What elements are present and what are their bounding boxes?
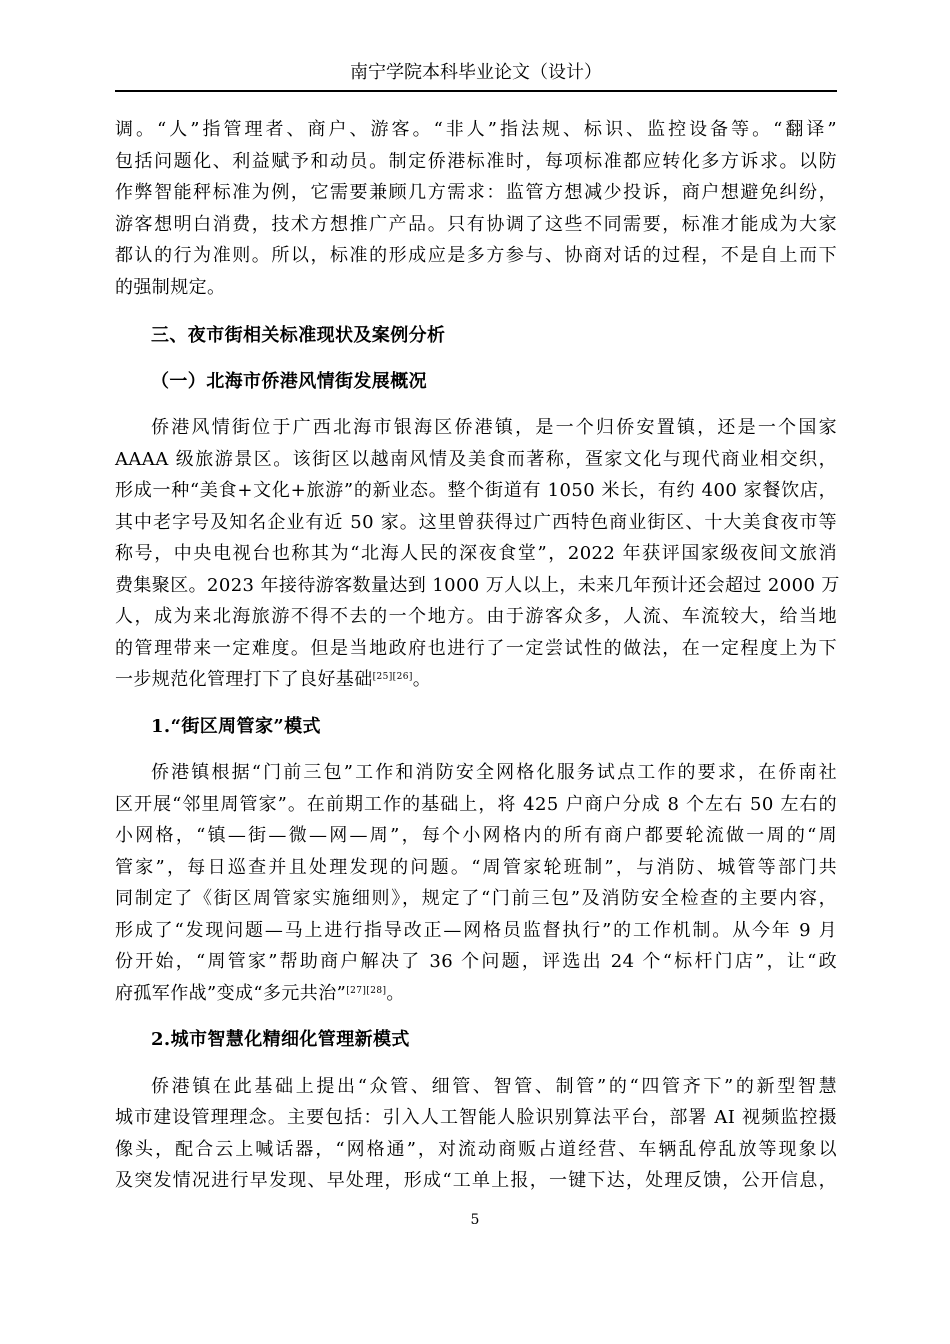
body-line: 游客想明白消费，技术方想推广产品。只有协调了这些不同需要，标准才能成为大家 bbox=[115, 214, 837, 235]
line-end: 。 bbox=[412, 669, 432, 690]
body-line: 的强制规定。 bbox=[115, 277, 226, 298]
body-line: 同制定了《街区周管家实施细则》，规定了“门前三包”及消防安全检查的主要内容， bbox=[115, 888, 837, 909]
citation: [25][26] bbox=[372, 672, 413, 682]
body-line: 管家”，每日巡查并且处理发现的问题。“周管家轮班制”，与消防、城管等部门共 bbox=[115, 857, 837, 878]
body-line: 称号，中央电视台也称其为“北海人民的深夜食堂”，2022 年获评国家级夜间文旅消 bbox=[115, 543, 837, 564]
body-line: 及突发情况进行早发现、早处理，形成“工单上报，一键下达，处理反馈，公开信息， bbox=[115, 1170, 837, 1191]
body-line: 的管理带来一定难度。但是当地政府也进行了一定尝试性的做法，在一定程度上为下 bbox=[115, 638, 837, 659]
body-line: 人，成为来北海旅游不得不去的一个地方。由于游客众多，人流、车流较大，给当地 bbox=[115, 606, 837, 627]
body-line: 作弊智能秤标准为例，它需要兼顾几方需求：监管方想减少投诉，商户想避免纠纷， bbox=[115, 182, 837, 203]
body-line: 费集聚区。2023 年接待游客数量达到 1000 万人以上，未来几年预计还会超过 2000 万 bbox=[115, 575, 840, 596]
line-text: 府孤军作战”变成“多元共治” bbox=[115, 983, 347, 1004]
subsection-heading: （一）北海市侨港风情街发展概况 bbox=[151, 371, 427, 392]
page-header-title: 南宁学院本科毕业论文（设计） bbox=[350, 62, 602, 83]
part-heading: 2.城市智慧化精细化管理新模式 bbox=[151, 1029, 410, 1050]
body-line: 形成一种“美食+文化+旅游”的新业态。整个街道有 1050 米长，有约 400 家餐饮店， bbox=[115, 480, 837, 501]
body-line: 形成了“发现问题—马上进行指导改正—网格员监督执行”的工作机制。从今年 9 月 bbox=[115, 920, 837, 941]
body-line: AAAA 级旅游景区。该街区以越南风情及美食而著称，疍家文化与现代商业相交织， bbox=[115, 449, 837, 470]
part-heading: 1.“街区周管家”模式 bbox=[151, 716, 321, 737]
page-number: 5 bbox=[470, 1212, 480, 1228]
citation: [27][28] bbox=[346, 986, 387, 996]
body-line: 城市建设管理理念。主要包括：引入人工智能人脸识别算法平台，部署 AI 视频监控摄 bbox=[115, 1107, 837, 1128]
body-line: 小网格，“镇—街—微—网—周”，每个小网格内的所有商户都要轮流做一周的“周 bbox=[115, 825, 837, 846]
body-line bbox=[115, 981, 837, 1007]
body-line: 都认的行为准则。所以，标准的形成应是多方参与、协商对话的过程，不是自上而下 bbox=[115, 245, 837, 266]
body-line: 像头，配合云上喊话器，“网格通”，对流动商贩占道经营、车辆乱停乱放等现象以 bbox=[115, 1139, 837, 1160]
body-line: 调。“人”指管理者、商户、游客。“非人”指法规、标识、监控设备等。“翻译” bbox=[115, 119, 837, 140]
body-line: 侨港风情街位于广西北海市银海区侨港镇，是一个归侨安置镇，还是一个国家 bbox=[151, 417, 837, 438]
body-line: 区开展“邻里周管家”。在前期工作的基础上，将 425 户商户分成 8 个左右 50 左右的 bbox=[115, 794, 837, 815]
body-line: 侨港镇在此基础上提出“众管、细管、智管、制管”的“四管齐下”的新型智慧 bbox=[151, 1076, 837, 1097]
line-end: 。 bbox=[386, 983, 405, 1004]
body-line bbox=[115, 667, 837, 693]
section-heading: 三、夜市街相关标准现状及案例分析 bbox=[151, 325, 446, 346]
body-line: 包括问题化、利益赋予和动员。制定侨港标准时，每项标准都应转化多方诉求。以防 bbox=[115, 151, 837, 172]
body-line: 侨港镇根据“门前三包”工作和消防安全网格化服务试点工作的要求，在侨南社 bbox=[151, 762, 837, 783]
body-line: 其中老字号及知名企业有近 50 家。这里曾获得过广西特色商业街区、十大美食夜市等 bbox=[115, 512, 837, 533]
body-line: 份开始，“周管家”帮助商户解决了 36 个问题，评选出 24 个“标杆门店”，让“政 bbox=[115, 951, 837, 972]
line-text: 一步规范化管理打下了良好基础 bbox=[115, 669, 373, 690]
header-rule bbox=[115, 90, 837, 92]
